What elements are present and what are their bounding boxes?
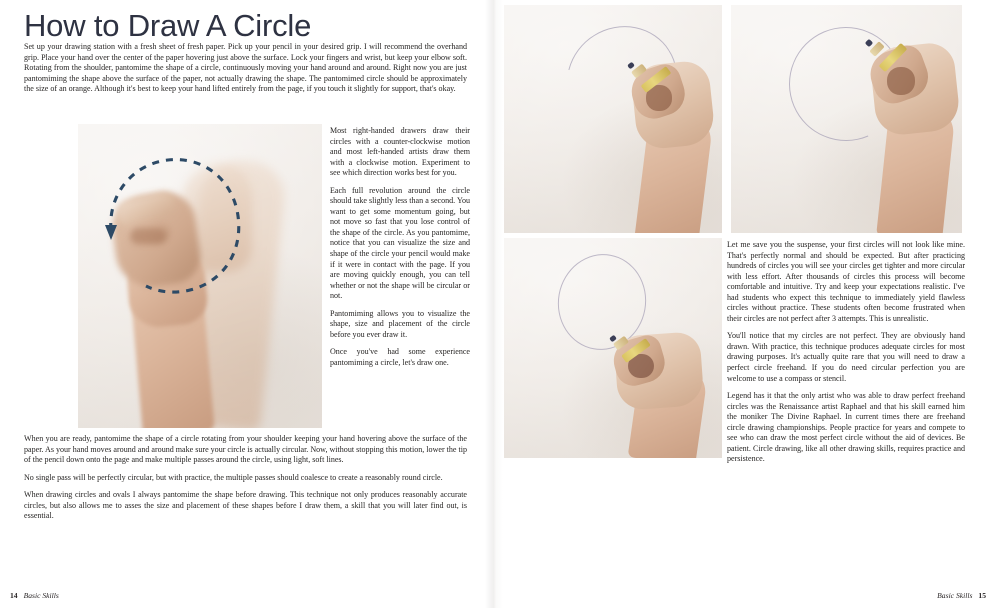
hand-pantomiming-circle-photo — [78, 124, 322, 428]
pencil-drawing-second-arc-photo — [731, 5, 962, 233]
paragraph: Each full revolution around the circle should take slightly less than a second. You want to get some momentum going, but not move so fast that you lose control of the shape of the circle. As you pantomime, notice that you can visualize the size and shape of the circle your pencil would make if it were in contact with the page. If you are moving quickly enough, you can tell whether or not the shape will be circular or not. — [330, 185, 470, 301]
page-title: How to Draw A Circle — [24, 8, 312, 43]
right-page — [490, 0, 1000, 608]
paragraph: When you are ready, pantomime the shape of a circle rotating from your shoulder keeping your hand hovering above the surface of the paper. As your hand moves around and around make sure your circle is actually circular. Now, without stopping this motion, lower the tip of the pencil down onto the page and make multiple passes around the circle, using light, soft lines. — [24, 434, 467, 465]
knuckle-shadow — [130, 228, 166, 244]
folio-left — [10, 591, 59, 600]
paragraph: Pantomiming allows you to visualize the shape, size and placement of the circle before you ever draw it. — [330, 308, 470, 339]
paragraph: Once you've had some experience pantomiming a circle, let's draw one. — [330, 347, 470, 367]
paragraph: Let me save you the suspense, your first circles will not look like mine. That's perfectly normal and should be expected. But after practicing hundreds of circles you will see your circles get tighter and more circular with less effort. After thousands of circles this process will become comfortable and intuitive. Try and keep your expectations realistic. I've had students who expect this technique to immediately yield flawless circles without practice. These students often become frustrated when their circles are not perfect after 3 attempts. This is unrealistic. — [727, 240, 965, 323]
section-name: Basic Skills — [937, 591, 973, 600]
intro-text-block — [24, 42, 467, 95]
middle-column-text — [330, 126, 470, 368]
pencil-drawing-first-arc-photo — [504, 5, 722, 233]
page-number: 15 — [978, 591, 986, 600]
pencil-completing-circle-photo — [504, 238, 722, 458]
paragraph: You'll notice that my circles are not perfect. They are obviously hand drawn. With practice, this technique produces adequate circles for most drawing purposes. It's actually quite rare that you will need to draw a perfect circle freehand. If you do need circular perfection you are welcome to use a compass or stencil. — [727, 331, 965, 383]
folio-right — [937, 591, 986, 600]
left-page — [0, 0, 490, 608]
finger-shadow — [887, 67, 915, 95]
paragraph: When drawing circles and ovals I always pantomime the shape before drawing. This technique not only produces reasonably accurate circles, but also allows me to asses the size and placement of these shapes before I draw them, a skill that you will later find out, is essential. — [24, 490, 467, 521]
right-column-text — [727, 240, 965, 465]
paragraph: Legend has it that the only artist who was able to draw perfect freehand circles was the Renaissance artist Raphael and that his skill earned him the moniker The Divine Raphael. In current times there are freehand circle drawing championships. People practice for years and compete to see who can draw the most perfect circle without the aid of devices. Be patient. Circle drawing, like all other drawing skills, requires practice and persistence. — [727, 391, 965, 464]
page-number: 14 — [10, 591, 18, 600]
section-name: Basic Skills — [23, 591, 59, 600]
paragraph: No single pass will be perfectly circular, but with practice, the multiple passes should coalesce to create a reasonably round circle. — [24, 472, 443, 482]
lower-text-block — [24, 434, 467, 522]
paragraph: Most right-handed drawers draw their circles with a counter-clockwise motion and most left-handed artists draw them with a clockwise motion. Experiment to see which direction works best for you. — [330, 126, 470, 178]
paragraph: Set up your drawing station with a fresh sheet of fresh paper. Pick up your pencil in your desired grip. I will recommend the overhand grip. Place your hand over the center of the paper hovering just above the surface. Lock your fingers and wrist, but keep your elbow soft. Rotating from the shoulder, pantomime the shape of a circle, continuously moving your hand around and around. Right now you are just pantomiming the shape above the surface of the paper, not actually drawing the shape. The pantomimed circle should be approximately the size of an orange. Although it's best to keep your hand lifted entirely from the page, if you touch it slightly for support, that's okay. — [24, 42, 467, 94]
